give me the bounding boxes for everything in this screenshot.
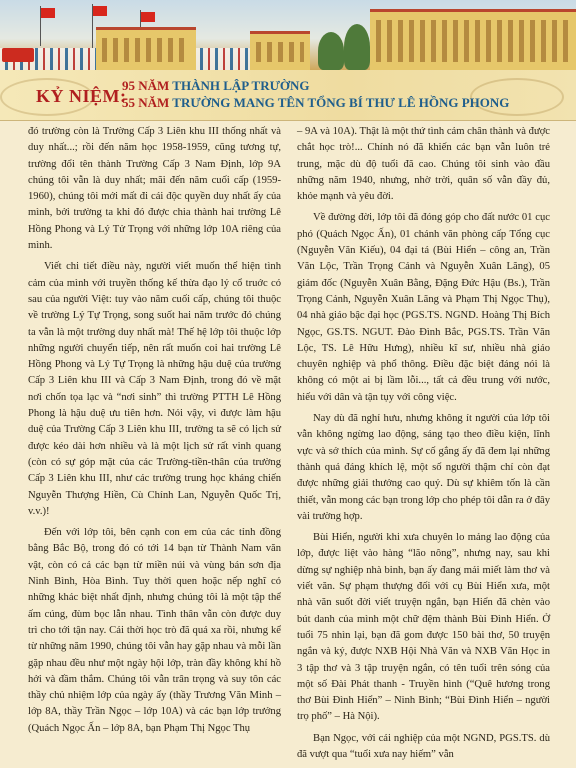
paragraph: Bạn Ngọc, với cái nghiệp của một NGND, PGS.TS. dù đã vượt qua “tuổi xưa nay hiếm” vẫn [297, 732, 550, 760]
paragraph: Nay dù đã nghỉ hưu, nhưng không ít người của lớp tôi vẫn không ngừng lao động, sáng tạo theo điều kiện, lĩnh vực và sở thích của mình. Sự cố gắng ấy đã đem lại những thành quả đáng khích lệ, một số người thậm chí còn đạt được những giải thưởng cao quý. Dù sự khiêm tốn là cần thiết, vẫn mong các bạn trong lớp cho phép tôi dẫn ra ở đây vài trường hợp. [297, 413, 550, 522]
title-band [0, 70, 576, 121]
left-text-column [28, 124, 281, 742]
flag-icon [141, 12, 155, 22]
title-line-1-text: THÀNH LẬP TRƯỜNG [169, 78, 310, 93]
title-line-2 [122, 95, 509, 111]
paragraph: Bùi Hiển, người khi xưa chuyên lo mảng lao động của lớp, được liệt vào hàng “lão nông”, nhưng nay, sau khi dừng sự nghiệp nhà binh, bạn ấy đang mải miết làm thơ và viết văn. Sự phạm thượng đối với cụ Bùi Hiển xưa, một nhà văn suốt đời viết truyện ngắn, bạn Hiển đã chèn vào bút danh của mình một chữ đệm thành Bùi Đình Hiển. Ở tuổi 75 nhìn lại, bạn đã gom được 150 bài thơ, 50 truyện ngắn và ký, được NXB Hội Nhà Văn và NXB Văn Học in 3 tập thơ và 3 tập truyện ngắn, có tên tuổi trên sóng của một số Đài Phát thanh - Truyền hình (“Quê hương trong thơ Bùi Đình Hiển” – Ninh Bình; “Bùi Đình Hiển – người trọ phố” – Hà Nội). [297, 532, 550, 723]
tree-graphic [318, 32, 344, 70]
section-label: KỶ NIỆM: [36, 86, 127, 106]
red-sign-graphic [2, 48, 34, 62]
tree-graphic [344, 24, 370, 70]
school-building-graphic [250, 31, 310, 70]
right-text-column [297, 124, 550, 768]
school-building-graphic [96, 27, 196, 70]
title-line-2-text: TRƯỜNG MANG TÊN TỔNG BÍ THƯ LÊ HỒNG PHONG [169, 95, 510, 110]
flag-icon [93, 6, 107, 16]
header-photo-banner [0, 0, 576, 70]
title-line-2-number: 55 NĂM [122, 95, 170, 110]
paragraph: – 9A và 10A). Thật là một thứ tình cảm chân thành và được chắt học trò!... Chính nó đã khiến các bạn vẫn luôn trẻ trung, mặc dù độ tuổi đã cao. Chúng tôi sinh vào đầu những năm 1940, nhưng, nhờ trời, quân số vẫn đầy đủ, khỏe mạnh và yêu đời. [297, 126, 550, 203]
paragraph: đó trường còn là Trường Cấp 3 Liên khu III thống nhất và duy nhất...; rồi đến năm học 1958-1959, cũng tương tự, trường đổi tên thành Trường Cấp 3 Nam Định, lớp 9A chúng tôi vẫn là duy nhất; mãi đến năm cuối cấp (1959-1960), chúng tôi mới mất đi cái độc quyền duy nhất ấy của mình, bởi trường ta khi đó được chia thành hai trường Lê Hồng Phong và Lý Tử Trọng với những lớp 10A riêng của mình. [28, 126, 281, 252]
school-building-graphic [370, 9, 576, 70]
paragraph: Đến với lớp tôi, bên cạnh con em của các tỉnh đồng bằng Bắc Bộ, trong đó có tới 14 bạn từ Thành Nam văn vật, còn có cả các bạn từ miền núi và vùng bán sơn địa Ninh Bình, Hòa Bình. Tuy thời quen hoặc nếp nghĩ có những khác biệt nhất định, nhưng chúng tôi là một tập thể ấm cúng, đùm bọc lẫn nhau. Tình thân vẫn còn được duy trì cho tới tận nay. Cái thời học trò đã quá xa rồi, nhưng kể từ những năm 1990, chúng tôi vẫn hay gặp nhau và mỗi lần gặp nhau đều như một ngày hội lớp, tràn đầy không khí hồ hởi và đầm thắm. Chúng tôi vẫn trân trọng và suy tôn các thầy chủ nhiệm lớp của ngày ấy (thầy Trương Văn Minh – lớp 8A, thầy Trần Ngọc – lớp 10A) và các bạn lớp trưởng (Quách Ngọc Ấn – lớp 8A, bạn Phạm Thị Ngọc Thụ [28, 527, 281, 734]
paragraph: Viết chi tiết điều này, người viết muốn thể hiện tình cảm của mình với truyền thống kế thừa đạo lý cổ truớc có sau của người Việt: tuy vào năm cuối cấp, chúng tôi thuộc về trường Lý Tự Trọng, song suốt hai năm trước đó chúng ta vẫn là một trường duy nhất mà! Thế hệ lớp tôi thuộc lớp những người chuyển tiếp, nên rất muốn coi hai trường Lê Hồng Phong và Lý Tự Trọng là những hậu duệ của trường Cấp 3 Liên khu III và Cấp 3 Nam Định, trong đó về mặt nơi chốn tọa lạc và “nơi sinh” thì trường PTTH Lê Hồng Phong là hậu duệ ưu tiên hơn. Nói vậy, vì được làm hậu duệ của Trường Cấp 3 Liên khu III, trường ta sẽ có lịch sử được kéo dài hơn nhiều và là một lịch sử rất vinh quang (còn có sự góp mặt của các Trường-tiền-thân của trường Cấp 3 Liên khu III, như các trường trung học kháng chiến Nguyễn Thượng Hiền, Cù Chính Lan, Nguyễn Quốc Trị, v.v.)! [28, 261, 281, 517]
title-line-1-number: 95 NĂM [122, 78, 170, 93]
title-line-1 [122, 78, 310, 94]
paragraph: Về đường đời, lớp tôi đã đóng góp cho đất nước 01 cục phó (Quách Ngọc Ấn), 01 chánh văn phòng cấp Tổng cục (Nguyễn Văn Kiếu), 04 đại tá (Bùi Hiển – công an, Trần Văn Lộc, Trần Trọng Cảnh và Nguyễn Xuân Lãng), 05 giám đốc (Nguyễn Xuân Bằng, Đặng Đức Hậu (Bs.), Trần Trọng Cảnh, Nguyễn Xuân Lãng và Phạm Thị Ngọc Thụ), 04 nhà giáo bậc đại học (PGS.TS. NGND. Hoàng Thị Bích Ngọc, GS.TS. NGUT. Đào Đình Bắc, PGS.TS. Trần Văn Lộc, TS. Lê Hữu Hưng), nhiều kĩ sư, nhiều nhà giáo chuyên nghiệp và phổ thông. Điều đặc biệt đáng nói là không có một ai bị lầm lỗi..., tất cả đều trung với nước, hiếu với dân và tận tụy với công việc. [297, 212, 550, 403]
flag-icon [41, 8, 55, 18]
